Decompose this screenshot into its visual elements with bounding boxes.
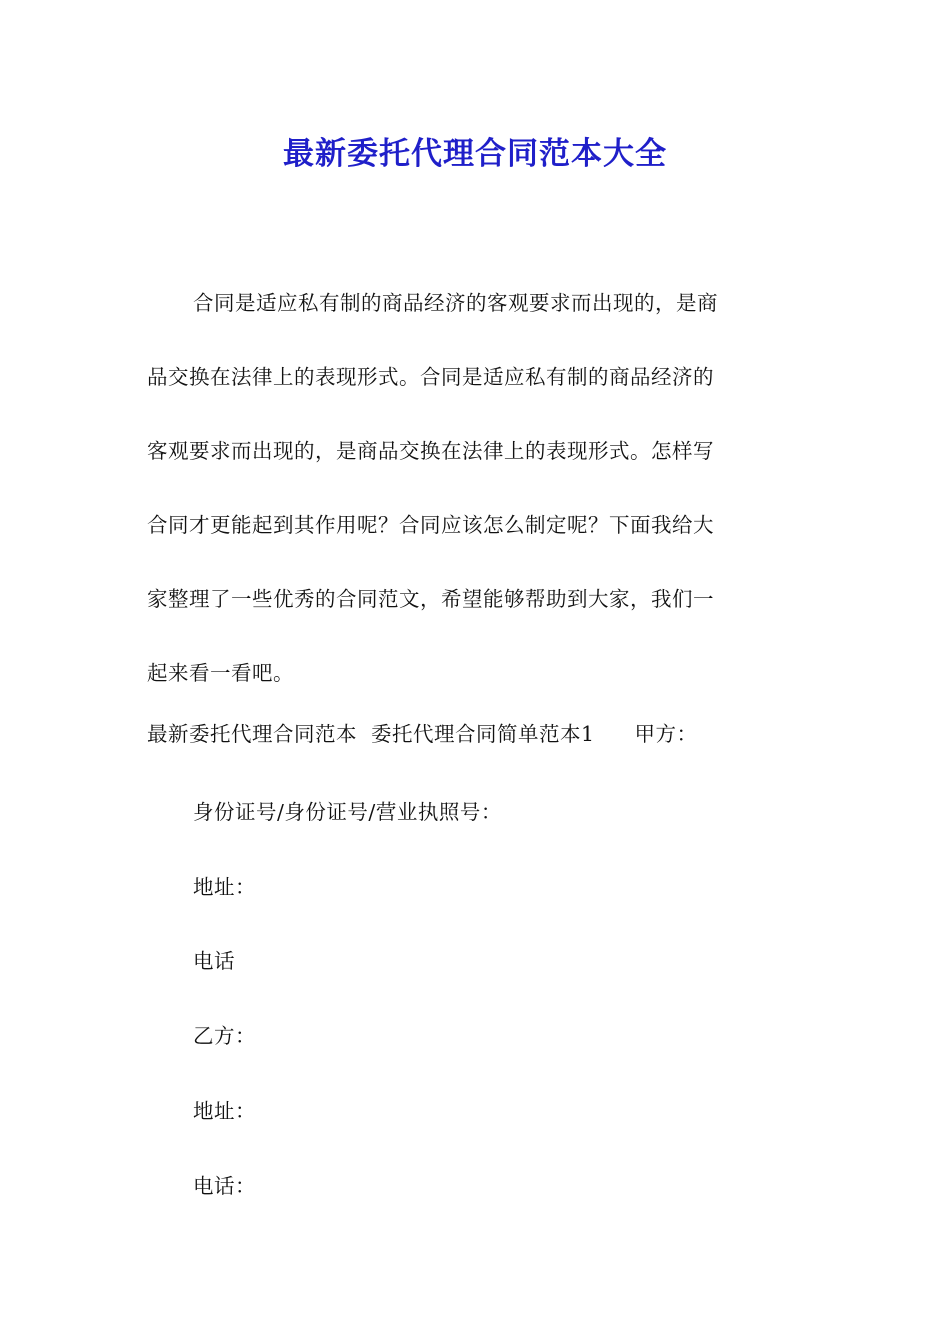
field-address-a: 地址： bbox=[193, 875, 256, 899]
intro-line: 合同才更能起到其作用呢？合同应该怎么制定呢？下面我给大 bbox=[147, 513, 714, 537]
field-party-b: 乙方： bbox=[193, 1024, 256, 1048]
heading-part-2: 委托代理合同简单范本1 bbox=[371, 722, 595, 746]
field-phone-a: 电话 bbox=[193, 949, 235, 973]
field-phone-b: 电话： bbox=[193, 1174, 256, 1198]
document-title: 最新委托代理合同范本大全 bbox=[283, 136, 667, 172]
intro-paragraph bbox=[147, 266, 807, 710]
intro-line: 起来看一看吧。 bbox=[147, 661, 294, 685]
field-id-number: 身份证号/身份证号/营业执照号： bbox=[193, 800, 502, 824]
field-address-b: 地址： bbox=[193, 1099, 256, 1123]
heading-party-a: 甲方： bbox=[634, 722, 698, 746]
contract-heading bbox=[147, 717, 698, 747]
intro-line: 家整理了一些优秀的合同范文，希望能够帮助到大家，我们一 bbox=[147, 587, 714, 611]
intro-line: 合同是适应私有制的商品经济的客观要求而出现的，是商 bbox=[193, 291, 718, 315]
intro-line: 客观要求而出现的，是商品交换在法律上的表现形式。怎样写 bbox=[147, 439, 714, 463]
intro-line: 品交换在法律上的表现形式。合同是适应私有制的商品经济的 bbox=[147, 365, 714, 389]
heading-part-1: 最新委托代理合同范本 bbox=[147, 722, 357, 746]
